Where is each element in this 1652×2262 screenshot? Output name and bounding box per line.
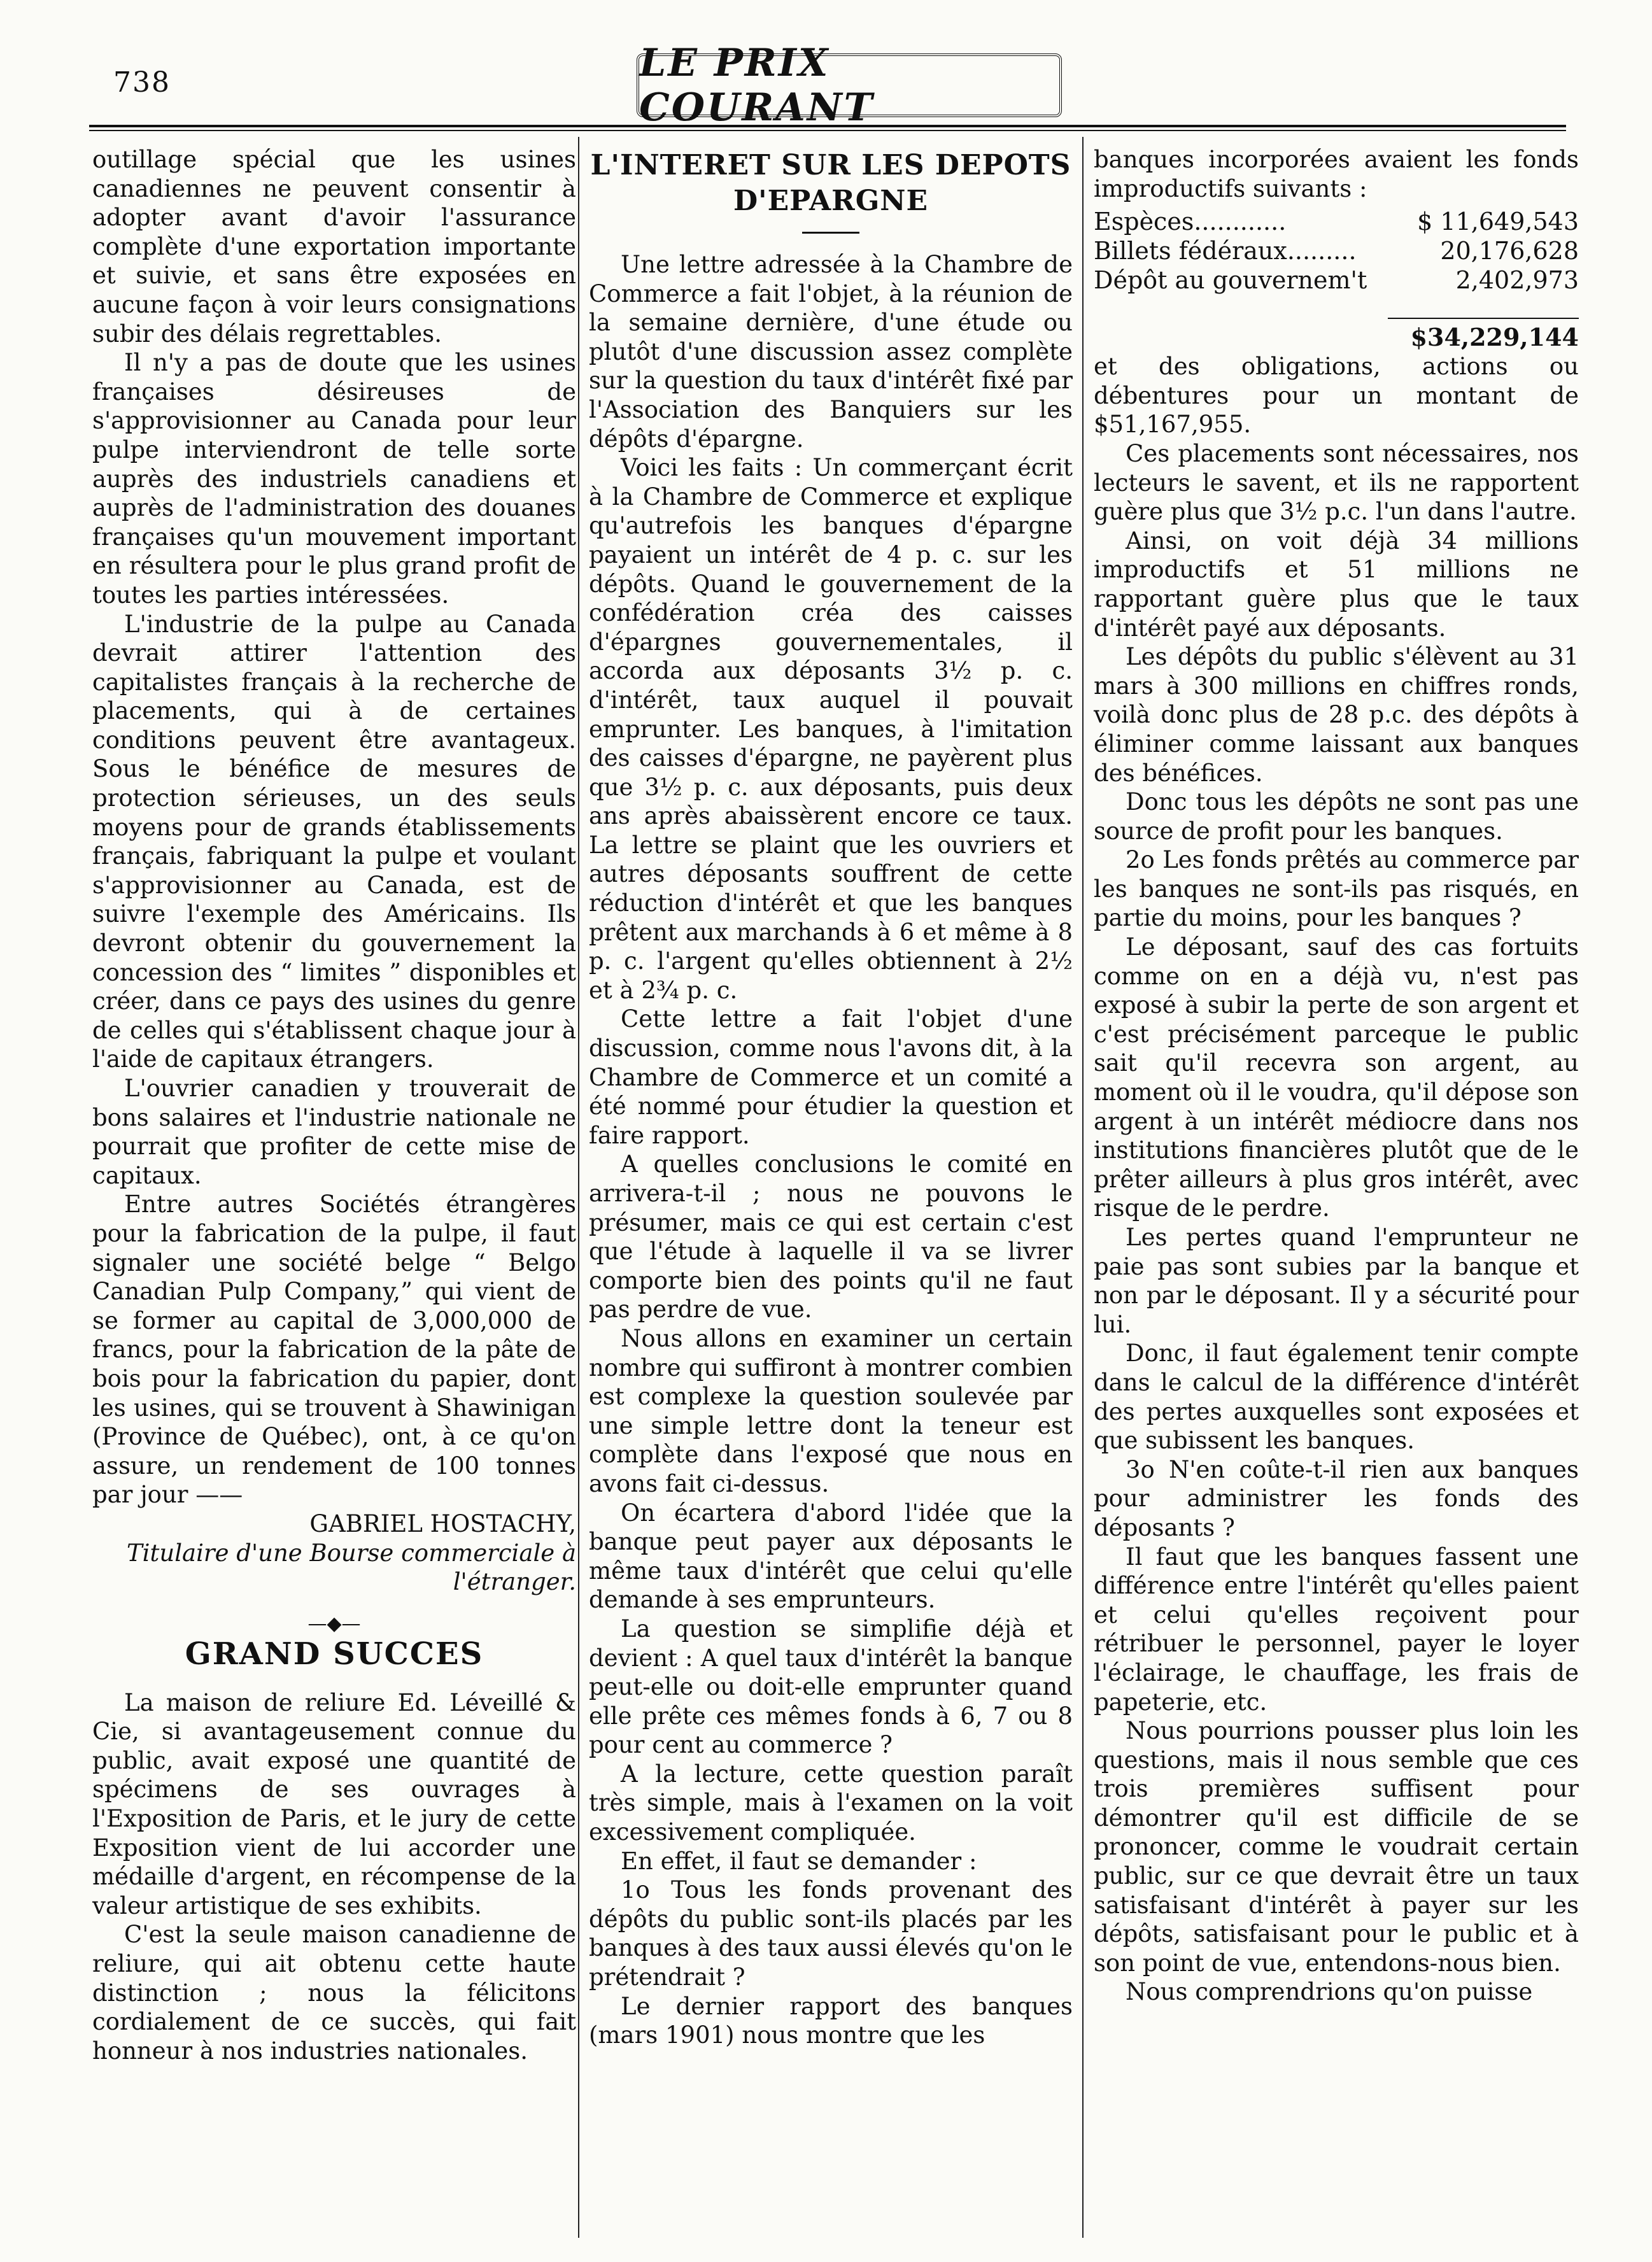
article-headline: GRAND SUCCES: [185, 1636, 484, 1672]
article-paragraph: La question se simplifie déjà et devient : A quel taux d'intérêt la banque peut-elle ou doit-elle emprunter quand elle prête ces mêmes fonds à 6, 7 ou 8 pour cent au commerce ?: [589, 1615, 1073, 1759]
funds-value: 20,176,628: [1440, 237, 1579, 265]
article-paragraph: A la lecture, cette question paraît très simple, mais à l'examen on la voit excessivement compliquée.: [589, 1760, 1073, 1846]
article-paragraph: Voici les faits : Un commerçant écrit à la Chambre de Commerce et explique qu'autrefois les banques d'épargne payaient un intérêt de 4 p. c. sur les dépôts. Quand le gouvernement de la confédération créa des caisses d'épargnes gouvernementales, il accorda aux déposants 3½ p. c. d'intérêt, taux auquel il pouvait emprunter. Les banques, à l'imitation des caisses d'épargne, ne payèrent plus que 3½ p. c. aux déposants, puis deux ans après abaissèrent encore ce taux. La lettre se plaint que les ouvriers et autres déposants souffrent de cette réduction d'intérêt et que les banques prêtent aux marchands à 6 et même à 8 p. c. l'argent qu'elles obtiennent à 2½ et à 2¾ p. c.: [589, 454, 1073, 1004]
signature-role: Titulaire d'une Bourse commerciale à l'étranger.: [127, 1539, 576, 1596]
column-middle: [589, 145, 1073, 2050]
funds-total: $34,229,144: [1388, 318, 1579, 352]
article-paragraph: Donc tous les dépôts ne sont pas une source de profit pour les banques.: [1094, 788, 1579, 845]
article-paragraph: L'industrie de la pulpe au Canada devrait attirer l'attention des capitalistes français à la recherche de placements, qui à de certaines conditions peuvent être avantageux. Sous le bénéfice de mesures de protection sérieuses, un des seuls moyens pour de grands établissements français, fabriquant la pulpe et voulant s'approvisionner au Canada, est de suivre l'exemple des Américains. Ils devront obtenir du gouvernement la concession des “ limites ” disponibles et créer, dans ce pays des usines du genre de celles qui s'établissent chaque jour à l'aide de capitaux étrangers.: [92, 610, 576, 1073]
article-paragraph: C'est la seule maison canadienne de reliure, qui ait obtenu cette haute distinction ; nous la félicitons cordialement de ce succès, qui fait honneur à nos industries nationales.: [92, 1921, 576, 2065]
signature-name: GABRIEL HOSTACHY,: [309, 1509, 576, 1537]
funds-row: [1094, 265, 1579, 295]
article-paragraph: Les dépôts du public s'élèvent au 31 mars à 300 millions en chiffres ronds, voilà donc plus de 28 p.c. des dépôts à éliminer comme laissant aux banques des bénéfices.: [1094, 643, 1579, 787]
funds-value: $ 11,649,543: [1417, 208, 1579, 236]
funds-row: [1094, 207, 1579, 236]
article-paragraph: outillage spécial que les usines canadiennes ne peuvent consentir à adopter avant d'avoir l'assurance complète d'une exportation importante et suivie, et sans être exposées en aucune façon à voir leurs consignations subir des délais regrettables.: [92, 146, 576, 348]
article-paragraph: Cette lettre a fait l'objet d'une discussion, comme nous l'avons dit, à la Chambre de Commerce et un comité a été nommé pour étudier la question et faire rapport.: [589, 1005, 1073, 1149]
funds-label: Billets fédéraux.........: [1094, 237, 1357, 265]
article-paragraph: 1o Tous les fonds provenant des dépôts du public sont-ils placés par les banques à des taux aussi élevés qu'on le prétendrait ?: [589, 1876, 1073, 1991]
article-paragraph: Il n'y a pas de doute que les usines françaises désireuses de s'approvisionner au Canada pour leur pulpe interviendront de telle sorte auprès des industriels canadiens et auprès de l'administration des douanes françaises qu'un mouvement important en résultera pour le plus grand profit de toutes les parties intéressées.: [92, 349, 576, 609]
article-paragraph: Nous pourrions pousser plus loin les questions, mais il nous semble que ces trois premières suffisent pour démontrer qu'il est difficile de se prononcer, comme le voudrait certain public, sur ce que devrait être un taux satisfaisant d'intérêt à payer sur les dépôts, satisfaisant pour le public et à son point de vue, entendons-nous bien.: [1094, 1717, 1579, 1977]
article-paragraph: Il faut que les banques fassent une différence entre l'intérêt qu'elles paient et celui qu'elles reçoivent pour rétribuer le personnel, payer le loyer l'éclairage, le chauffage, les frais de papeterie, etc.: [1094, 1543, 1579, 1716]
article-paragraph: Entre autres Sociétés étrangères pour la fabrication de la pulpe, il faut signaler une société belge “ Belgo Canadian Pulp Company,” qui vient de se former au capital de 3,000,000 de francs, pour la fabrication de la pâte de bois pour la fabrication du papier, dont les usines, qui se trouvent à Shawinigan (Province de Québec), ont, à ce qu'on assure, un rendement de 100 tonnes par jour ——: [92, 1191, 576, 1509]
headline-rule: [802, 232, 859, 234]
funds-label: Dépôt au gouvernem't: [1094, 266, 1367, 295]
article-paragraph: 3o N'en coûte-t-il rien aux banques pour administrer les fonds des déposants ?: [1094, 1455, 1579, 1541]
column-divider: [1082, 137, 1084, 2238]
column-left: [92, 145, 576, 2065]
article-paragraph: La maison de reliure Ed. Léveillé & Cie, si avantageusement connue du public, avait exposé une quantité de spécimens de ses ouvrages à l'Exposition de Paris, et le jury de cette Exposition vient de lui accorder une médaille d'argent, en récompense de la valeur artistique de ses exhibits.: [92, 1688, 576, 1919]
article-paragraph: L'ouvrier canadien y trouverait de bons salaires et l'industrie nationale ne pourrait que profiter de cette mise de capitaux.: [92, 1075, 576, 1189]
article-paragraph: Les pertes quand l'emprunteur ne paie pas sont subies par la banque et non par le déposant. Il y a sécurité pour lui.: [1094, 1224, 1579, 1338]
article-paragraph: Nous comprendrions qu'on puisse: [1126, 1978, 1533, 2006]
masthead-logo: LE PRIX COURANT: [637, 53, 1062, 117]
article-paragraph: Le déposant, sauf des cas fortuits comme on en a déjà vu, n'est pas exposé à subir la perte de son argent et c'est précisément parceque le public sait qu'il recevra son argent, au moment où il le voudra, qu'il dépose son argent à un intérêt médiocre dans nos institutions financières plutôt que de le prêter ailleurs à plus gros intérêt, avec risque de le perdre.: [1094, 933, 1579, 1222]
funds-label: Espèces............: [1094, 208, 1287, 236]
article-paragraph: Une lettre adressée à la Chambre de Commerce a fait l'objet, à la réunion de la semaine dernière, d'une étude ou plutôt d'une discussion assez complète sur la question du taux d'intérêt fixé par l'Association des Banquiers sur les dépôts d'épargne.: [589, 251, 1073, 453]
funds-value: 2,402,973: [1455, 266, 1579, 295]
column-right: [1094, 145, 1579, 2007]
signature-block: [92, 1509, 576, 1597]
article-paragraph: On écartera d'abord l'idée que la banque peut payer aux déposants le même taux d'intérêt que celui qu'elle demande à ses emprunteurs.: [589, 1499, 1073, 1614]
page-number: 738: [113, 66, 171, 99]
article-paragraph: banques incorporées avaient les fonds improductifs suivants :: [1094, 146, 1579, 202]
ornament-divider: —◆—: [307, 1612, 361, 1635]
column-divider: [578, 137, 579, 2238]
article-headline: L'INTERET SUR LES DEPOTS D'EPARGNE: [590, 149, 1071, 217]
header-rule: [89, 125, 1566, 131]
article-paragraph: Donc, il faut également tenir compte dans le calcul de la différence d'intérêt des pertes auxquelles sont exposées et que subissent les banques.: [1094, 1340, 1579, 1455]
funds-table: [1094, 207, 1579, 352]
article-paragraph: En effet, il faut se demander :: [621, 1847, 977, 1875]
article-paragraph: Nous allons en examiner un certain nombre qui suffiront à montrer combien est complexe la question soulevée par une simple lettre dont la teneur est complète dans l'exposé que nous en avons fait ci-dessus.: [589, 1324, 1073, 1497]
article-paragraph: et des obligations, actions ou débentures pour un montant de $51,167,955.: [1094, 353, 1579, 439]
article-paragraph: Ces placements sont nécessaires, nos lecteurs le savent, et ils ne rapportent guère plus que 3½ p.c. l'un dans l'autre.: [1094, 439, 1579, 526]
article-paragraph: Ainsi, on voit déjà 34 millions improductifs et 51 millions ne rapportant guère plus que le taux d'intérêt payé aux déposants.: [1094, 527, 1579, 642]
article-paragraph: A quelles conclusions le comité en arrivera-t-il ; nous ne pouvons le présumer, mais ce qui est certain c'est que l'étude à laquelle il va se livrer comporte bien des points qu'il ne faut pas perdre de vue.: [589, 1150, 1073, 1324]
article-paragraph: Le dernier rapport des banques (mars 1901) nous montre que les: [589, 1992, 1073, 2049]
article-paragraph: 2o Les fonds prêtés au commerce par les banques ne sont-ils pas risqués, en partie du moins, pour les banques ?: [1094, 846, 1579, 932]
funds-row: [1094, 236, 1579, 265]
